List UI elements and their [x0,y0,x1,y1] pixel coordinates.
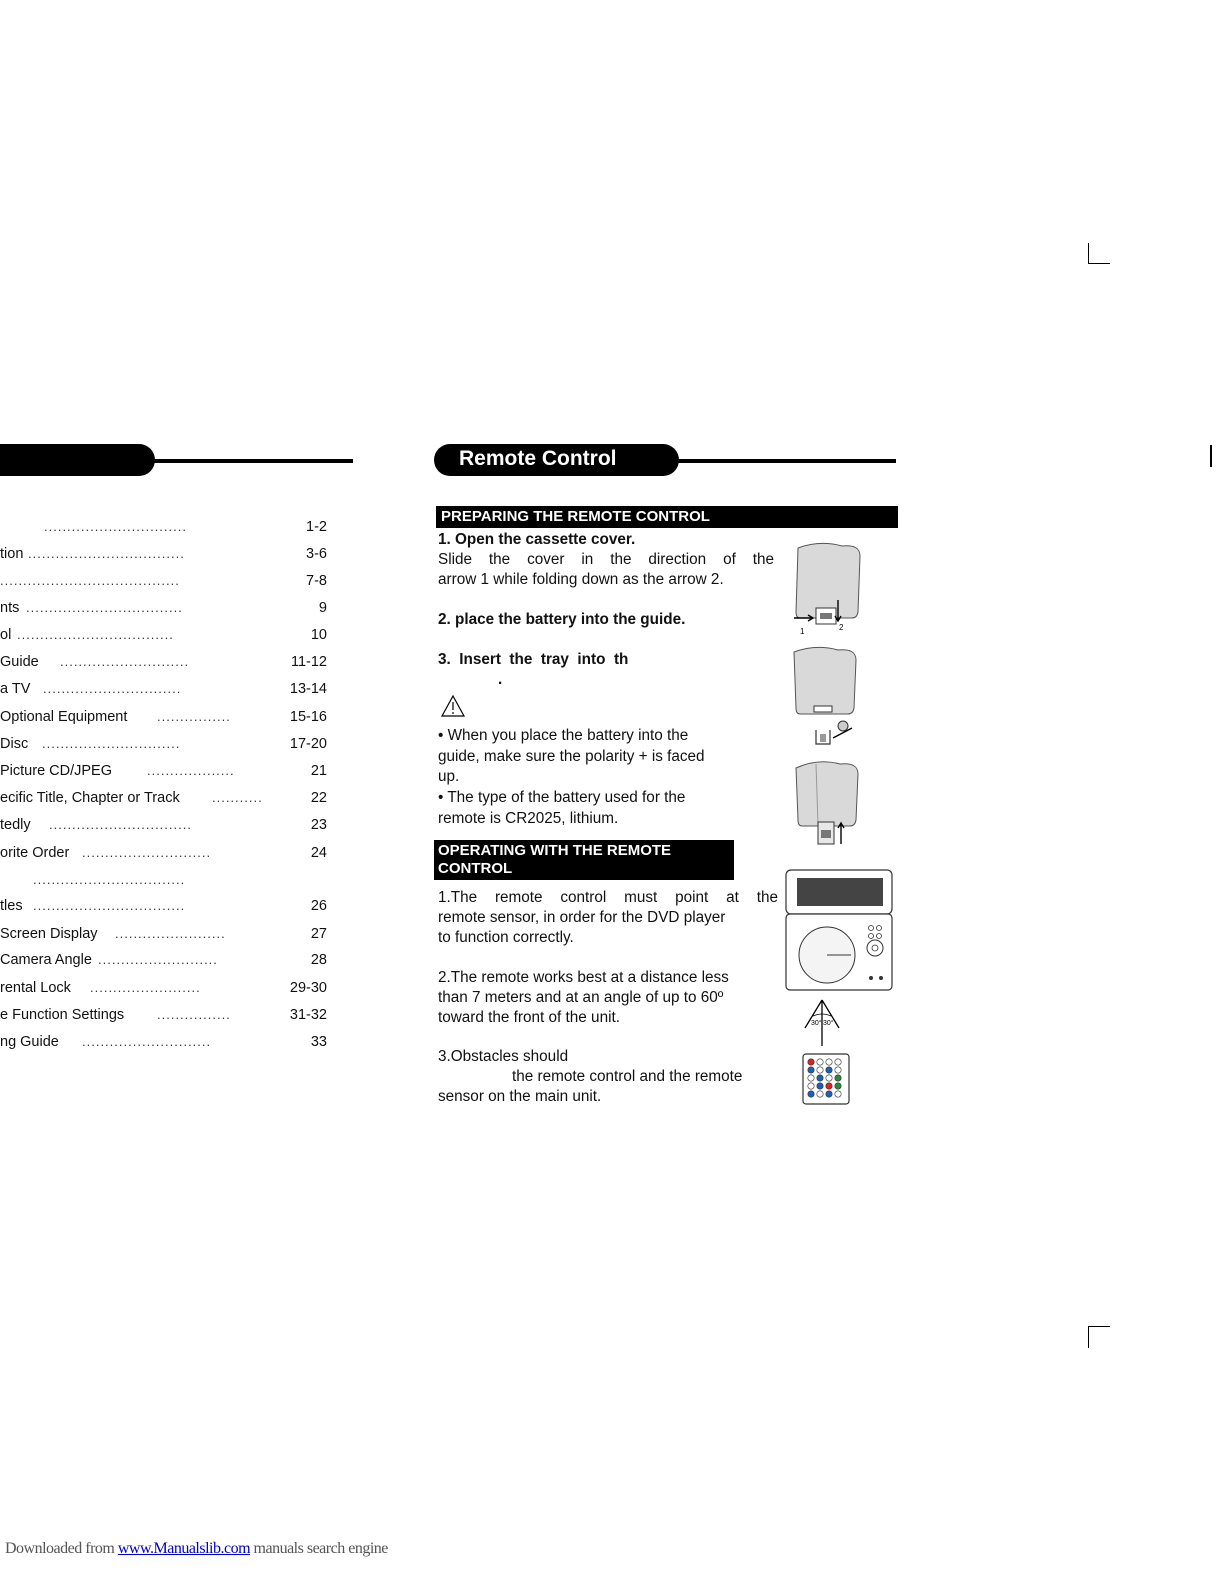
toc-entry-page: 1-2 [306,519,327,535]
toc-entry-page: 13-14 [289,681,327,697]
toc-entry [0,681,330,701]
note2-line2: remote is CR2025, lithium. [438,810,619,827]
toc-leader-dots: ............................... [44,519,187,534]
toc-entry-label: Picture CD/JPEG [0,763,112,779]
toc-leader-dots: .................................. [28,546,185,561]
footer-suffix: manuals search engine [250,1540,388,1557]
toc-entry-page: 33 [310,1034,327,1050]
toc-entry-label: ng Guide [0,1034,59,1050]
page-edge [1210,445,1212,467]
toc-entry-label: nts [0,600,20,616]
dvd-player-illustration [783,868,895,1108]
note1-line2: guide, make sure the polarity + is faced [438,748,705,765]
toc-leader-dots: .................................. [17,627,174,642]
toc-leader-dots: ................................. [33,898,186,913]
toc-entry-page: 27 [310,926,327,942]
toc-entry-page: 17-20 [289,736,327,752]
toc-entry [0,790,330,810]
toc-entry-label: tles [0,898,23,914]
toc-leader-dots: .............................. [43,681,182,696]
footer-prefix: Downloaded from [5,1540,118,1557]
toc-entry [0,898,330,918]
toc-entry-label: ol [0,627,12,643]
toc-entry [0,736,330,756]
toc-entry [0,952,330,972]
toc-entry-label: ecific Title, Chapter or Track [0,790,180,806]
toc-entry-page: 7-8 [306,573,327,589]
operating-p3-line2: the remote control and the remote [512,1068,743,1085]
toc-entry [0,980,330,1000]
operating-p2-line1: 2.The remote works best at a distance less [438,969,729,986]
operating-p2-line3: toward the front of the unit. [438,1009,620,1026]
toc-leader-dots: .................................. [26,600,183,615]
operating-heading-line1: OPERATING WITH THE REMOTE [438,842,672,859]
crop-mark [1088,1326,1089,1348]
toc-entry [0,654,330,674]
toc-entry-label: Screen Display [0,926,98,942]
toc-entry-page: 28 [310,952,327,968]
step2-title: 2. place the battery into the guide. [438,611,686,628]
toc-entry [0,845,330,865]
toc-leader-dots: ....................................... [0,573,180,588]
preparing-heading [436,506,898,528]
toc-entry-label: tion [0,546,24,562]
toc-entry-page: 29-30 [289,980,327,996]
toc-entry [0,872,330,892]
toc-entry-label: e Function Settings [0,1007,125,1023]
toc-entry-label: rental Lock [0,980,71,996]
toc-entry [0,763,330,783]
toc-entry [0,817,330,837]
toc-entry-page: 31-32 [289,1007,327,1023]
manualslib-link[interactable]: www.Manualslib.com [117,1540,251,1557]
toc-entry-label: a TV [0,681,31,697]
toc-entry-page: 11-12 [290,654,327,670]
toc-entry [0,709,330,729]
toc-leader-dots: ................ [157,709,231,724]
toc-entry-page: 22 [310,790,327,806]
insert-tray-illustration [786,760,866,850]
battery-guide-illustration [786,646,862,752]
note1-line3: up. [438,768,460,785]
toc-entry-page: 15-16 [289,709,327,725]
operating-p2-line2: than 7 meters and at an angle of up to 60º [438,989,724,1006]
crop-mark [1088,243,1089,264]
toc-leader-dots: ........................ [115,926,226,941]
toc-entry-page: 9 [318,600,327,616]
toc-entry-label: Camera Angle [0,952,92,968]
note2-line1: • The type of the battery used for the [438,789,686,806]
toc-leader-dots: .............................. [42,736,181,751]
toc-leader-dots: .......................... [98,952,218,967]
toc-entry-page: 3-6 [306,546,327,562]
crop-mark [1088,263,1110,264]
step3-tail: . [498,671,503,688]
download-footer [5,1540,388,1558]
toc-leader-dots: ................................. [33,872,186,887]
toc-leader-dots: ............................ [60,654,190,669]
toc-entry-label: Optional Equipment [0,709,128,725]
toc-entry-label: Guide [0,654,39,670]
operating-p3-line3: sensor on the main unit. [438,1088,602,1105]
operating-p1-line1: 1.The remote control must point at the [438,889,778,906]
note1-line1: • When you place the battery into the [438,727,689,744]
toc-entry [0,926,330,946]
step3-title: 3. Insert the tray into th [438,651,629,668]
toc-entry [0,600,330,620]
warning-icon [440,694,466,718]
operating-p1-line2: remote sensor, in order for the DVD player [438,909,726,926]
toc-entry-page: 23 [310,817,327,833]
angle-label-left: 30° [811,1020,822,1027]
toc-leader-dots: ............................... [49,817,192,832]
toc-entry-page: 26 [310,898,327,914]
operating-heading-line2: CONTROL [438,860,513,877]
arrow-label-2: 2 [839,623,844,632]
step1-title: 1. Open the cassette cover. [438,531,636,548]
operating-heading [434,840,734,880]
toc-header-pill [0,444,155,476]
step1-text-line1: Slide the cover in the direction of the [438,551,774,568]
operating-p1-line3: to function correctly. [438,929,574,946]
section-header-rule [675,459,896,463]
toc-entry [0,546,330,566]
toc-leader-dots: ........................ [90,980,201,995]
toc-entry-label: tedly [0,817,31,833]
cassette-cover-illustration [790,542,866,636]
toc-entry [0,573,330,593]
preparing-heading-text: PREPARING THE REMOTE CONTROL [441,508,710,525]
toc-entry-page: 10 [310,627,327,643]
crop-mark [1088,1326,1110,1327]
section-title: Remote Control [459,447,617,470]
arrow-label-1: 1 [800,627,805,636]
operating-p3-line1: 3.Obstacles should [438,1048,569,1065]
toc-leader-dots: ........... [212,790,263,805]
toc-entry [0,1034,330,1054]
step1-text-line2: arrow 1 while folding down as the arrow 2. [438,571,724,588]
toc-entry [0,519,330,539]
toc-entry [0,627,330,647]
toc-entry-page: 24 [310,845,327,861]
toc-leader-dots: ............................ [82,1034,212,1049]
toc-header-rule [150,459,353,463]
angle-label-right: 30° [823,1020,834,1027]
toc-leader-dots: ................... [147,763,235,778]
toc-entry-label: Disc [0,736,29,752]
toc-entry [0,1007,330,1027]
toc-leader-dots: ............................ [82,845,212,860]
toc-leader-dots: ................ [157,1007,231,1022]
toc-entry-page: 21 [310,763,327,779]
toc-entry-label: orite Order [0,845,70,861]
